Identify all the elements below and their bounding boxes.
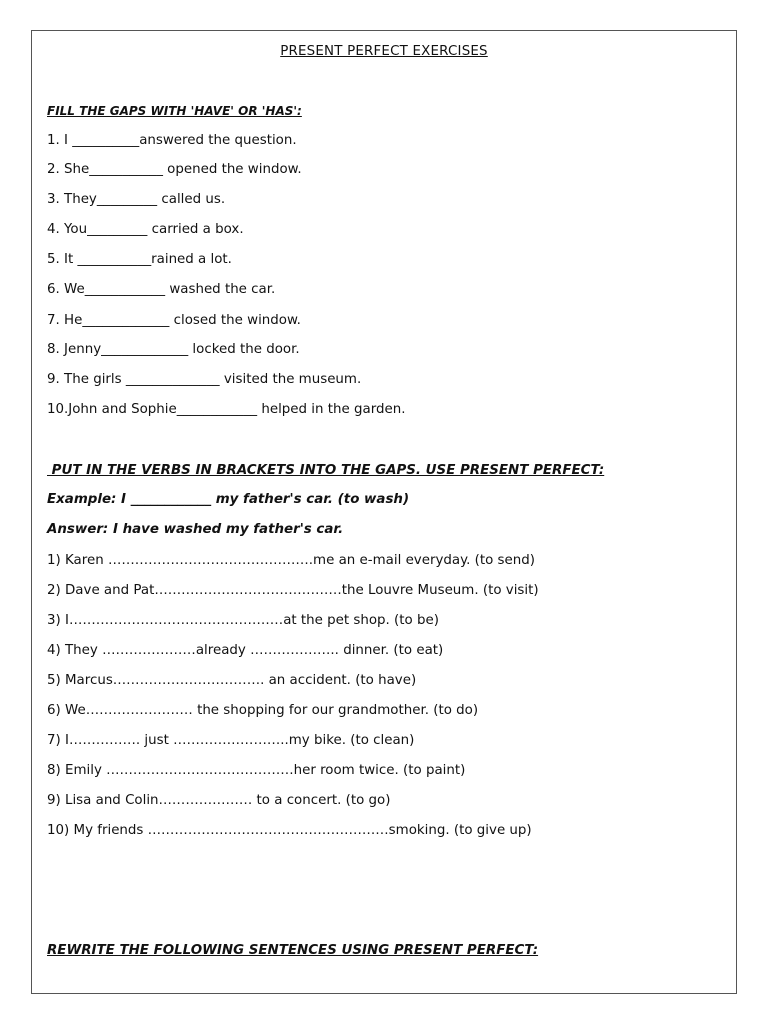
worksheet-page [31,30,737,994]
section1-item: 7. He_____________ closed the window. [47,313,301,328]
answer-line: Answer: I have washed my father's car. [47,522,344,537]
section1-item: 9. The girls ______________ visited the museum. [47,372,362,387]
section2-item: 3) I…………………………………………at the pet shop. (to be) [47,613,439,628]
section2-item: 9) Lisa and Colin………………… to a concert. (to go) [47,793,391,808]
section2-item: 8) Emily ……………………………………her room twice. (to paint) [47,763,466,778]
section1-item: 6. We____________ washed the car. [47,282,276,297]
section3-heading: REWRITE THE FOLLOWING SENTENCES USING PRESENT PERFECT: [47,943,539,958]
example-line: Example: I ____________ my father's car. (to wash) [47,492,410,507]
section2-item: 4) They …………………already ……………….. dinner. (to eat) [47,643,444,658]
section1-item: 8. Jenny_____________ locked the door. [47,342,300,357]
page-title: PRESENT PERFECT EXERCISES [280,44,488,59]
section1-item: 2. She___________ opened the window. [47,162,302,177]
section2-item: 7) I……………. just ……………………..my bike. (to clean) [47,733,415,748]
section1-item: 3. They_________ called us. [47,192,226,207]
section2-item: 6) We…………………… the shopping for our grandmother. (to do) [47,703,479,718]
section2-item: 10) My friends ………………………………………………smoking. (to give up) [47,823,532,838]
section1-heading: FILL THE GAPS WITH 'HAVE' OR 'HAS': [47,104,302,118]
section1-item: 10.John and Sophie____________ helped in the garden. [47,402,406,417]
section1-item: 5. It ___________rained a lot. [47,252,232,267]
section2-item: 5) Marcus……………………………. an accident. (to have) [47,673,417,688]
section1-item: 1. I __________answered the question. [47,133,297,148]
section1-item: 4. You_________ carried a box. [47,222,244,237]
section2-item: 1) Karen ……………………………………….me an e-mail everyday. (to send) [47,553,535,568]
section2-heading: PUT IN THE VERBS IN BRACKETS INTO THE GAPS. USE PRESENT PERFECT: [47,463,605,478]
section2-item: 2) Dave and Pat……………………………………the Louvre Museum. (to visit) [47,583,539,598]
